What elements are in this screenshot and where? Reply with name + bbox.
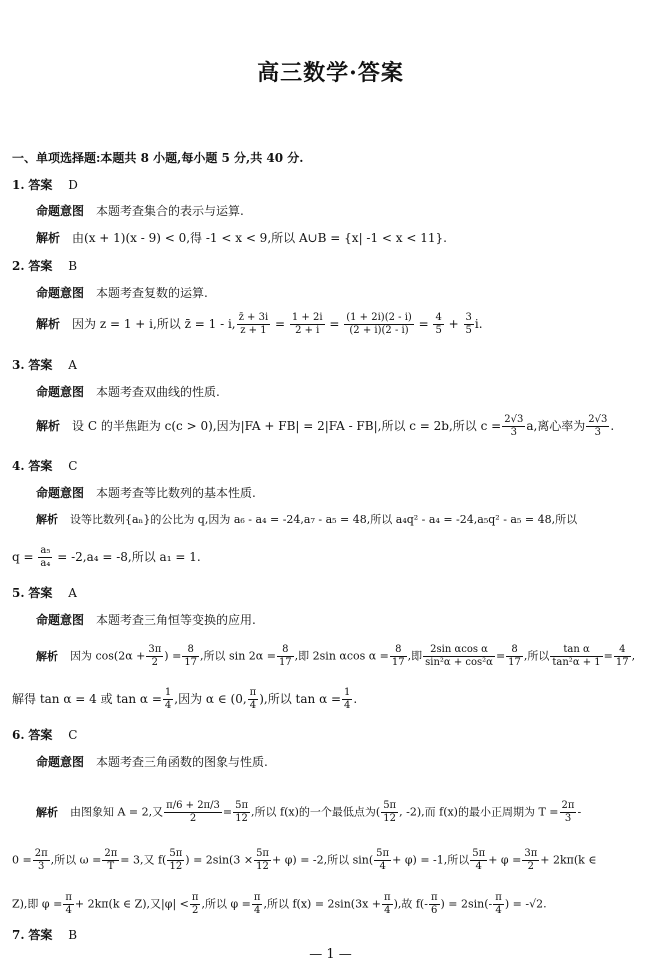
q2-answer-value: B [68,259,78,273]
q3-answer-line [12,357,77,373]
q3-answer-label: 答案 [28,358,53,372]
q7-answer-line [12,927,77,943]
fraction: $\frac{\pi}{4}$ [65,892,72,916]
q4-answer-label: 答案 [28,459,53,473]
q5-analysis-line: 解析 因为 cos(2α + $\frac{3\pi}{2}$ ) = $\frac{8}{17}$ ,所以 sin 2α = $\frac{8}{17}$ ,即 2sin αcos α = $\frac{8}{17}$ ,即 $\frac{\text{2sin αcos α}}{\text{sin²α + cos²α}}$ = $\frac{8}{17}$ ,所以 $\frac{\text{tan α}}{\text{tan²α + 1}}$ = $\frac{4}{17}$ , [36,644,636,668]
q6-intent-line [36,754,268,770]
fraction: $\frac{2\pi}{3}$ [561,800,575,824]
q4-analysis-text: 设等比数列{aₙ}的公比为 q,因为 a₆ - a₄ = -24,a₇ - a₅ = 48,所以 a₄q² - a₄ = -24,a₅q² - a₅ = 48,所以 [70,513,578,526]
q1-number: 1. [12,178,25,192]
page-number: — 1 — [309,947,352,962]
q1-answer-value: D [68,178,78,192]
q5-analysis-line-2: 解得 tan α = 4 或 tan α = $\frac{1}{4}$ ,因为 α ∈ (0, $\frac{\pi}{4}$ ),所以 tan α = $\frac{1}{4}$ . [12,687,358,711]
q5-number: 5. [12,586,25,600]
fraction: $\frac{5\pi}{4}$ [472,848,486,872]
q4-number: 4. [12,459,25,473]
q1-answer-line [12,177,78,193]
q5-answer-line [12,585,77,601]
q6-analysis-line: 解析 由图象知 A = 2,又 $\frac{\pi/6 + 2\pi/3}{2}$ = $\frac{5\pi}{12}$ ,所以 f(x)的一个最低点为( $\frac{5\pi}{12}$ , -2),而 f(x)的最小正周期为 T = $\frac{2\pi}{3}$ - [36,800,582,824]
fraction: $\frac{5\pi}{12}$ [256,848,269,872]
fraction: $\frac{2√3}{3}$ [588,414,608,438]
q5-intent-line [36,612,256,628]
q4-answer-value: C [68,459,78,473]
q6-analysis-label: 解析 [36,805,58,819]
q6-answer-line [12,727,77,743]
fraction: $\frac{1}{4}$ [344,687,351,711]
q2-intent-text: 本题考查复数的运算. [96,286,208,300]
q6-intent-label: 命题意图 [36,755,85,769]
q3-intent-text: 本题考查双曲线的性质. [96,385,220,399]
fraction: $\frac{z̄ + 3i}{z + 1}$ [238,312,269,336]
fraction: $\frac{\pi}{4}$ [249,687,257,711]
q4-intent-label: 命题意图 [36,486,85,500]
fraction: $\frac{\pi}{4}$ [495,892,502,916]
fraction: $\frac{\pi}{4}$ [383,892,391,916]
fraction: $\frac{5\pi}{4}$ [376,848,390,872]
q3-intent-label: 命题意图 [36,385,85,399]
q6-answer-label: 答案 [28,728,53,742]
q4-analysis-label: 解析 [36,513,58,526]
fraction: $\frac{\text{2sin αcos α}}{\text{sin²α + cos²α}}$ [425,644,493,668]
fraction: $\frac{5\pi}{12}$ [235,800,249,824]
q3-number: 3. [12,358,25,372]
q2-answer-line [12,258,77,274]
q6-analysis-line-3: Z),即 φ = $\frac{\pi}{4}$ + 2kπ(k ∈ Z),又|φ| < $\frac{\pi}{2}$ ,所以 φ = $\frac{\pi}{4}$ ,所以 f(x) = 2sin(3x + $\frac{\pi}{4}$ ),故 f(- $\frac{\pi}{6}$ ) = 2sin(- $\frac{\pi}{4}$ ) = -√2. [12,892,547,916]
q1-intent-line [36,203,244,219]
fraction: $\frac{3\pi}{2}$ [148,644,162,668]
q2-answer-label: 答案 [28,259,53,273]
q2-analysis-label: 解析 [36,317,61,331]
fraction: $\frac{\text{tan α}}{\text{tan²α + 1}}$ [552,644,601,668]
q7-answer-value: B [68,928,78,942]
q6-number: 6. [12,728,25,742]
q1-intent-text: 本题考查集合的表示与运算. [96,204,244,218]
fraction: $\frac{8}{17}$ [391,644,405,668]
fraction: $\frac{\text{a₅}}{\text{a₄}}$ [40,545,51,569]
q2-analysis-line: 解析 因为 z = 1 + i,所以 z̄ = 1 - i, $\frac{z̄ + 3i}{z + 1}$ = $\frac{1 + 2i}{2 + i}$ = $\frac{(1 + 2i)(2 - i)}{(2 + i)(2 - i)}$ = $\frac{4}{5}$ + $\frac{3}{5}$ i. [36,312,483,336]
q6-analysis-line-2: 0 = $\frac{2\pi}{3}$ ,所以 ω = $\frac{2\pi}{T}$ = 3,又 f( $\frac{5\pi}{12}$ ) = 2sin(3 × $\frac{5\pi}{12}$ + φ) = -2,所以 sin( $\frac{5\pi}{4}$ + φ) = -1,所以 $\frac{5\pi}{4}$ + φ = $\frac{3\pi}{2}$ + 2kπ(k ∈ [12,848,597,872]
q1-analysis-text: 由(x + 1)(x - 9) < 0,得 -1 < x < 9,所以 A∪B = {x| -1 < x < 11}. [72,231,447,245]
q3-answer-value: A [68,358,77,372]
q4-analysis-line-2: q = $\frac{\text{a₅}}{\text{a₄}}$ = -2,a₄ = -8,所以 a₁ = 1. [12,545,201,569]
q3-analysis-label: 解析 [36,419,61,433]
q5-intent-label: 命题意图 [36,613,85,627]
fraction: $\frac{4}{17}$ [615,644,629,668]
q2-analysis-text: 因为 z = 1 + i,所以 z̄ = 1 - i, [72,317,236,331]
q5-analysis-label: 解析 [36,649,58,663]
q5-intent-text: 本题考查三角恒等变换的应用. [96,613,256,627]
q1-analysis-line [36,230,447,246]
q7-answer-label: 答案 [28,928,53,942]
q6-intent-text: 本题考查三角函数的图象与性质. [96,755,268,769]
q4-analysis-line [36,512,577,528]
fraction: $\frac{5\pi}{12}$ [383,800,397,824]
fraction: $\frac{8}{17}$ [508,644,521,668]
q2-intent-label: 命题意图 [36,286,85,300]
fraction: $\frac{\pi}{6}$ [430,892,438,916]
fraction: $\frac{\pi}{4}$ [253,892,261,916]
q2-number: 2. [12,259,25,273]
fraction: $\frac{2√3}{3}$ [504,414,524,438]
q1-intent-label: 命题意图 [36,204,85,218]
q2-intent-line [36,285,208,301]
fraction: $\frac{1}{4}$ [164,687,172,711]
q6-answer-value: C [68,728,78,742]
fraction: $\frac{\pi}{2}$ [191,892,199,916]
fraction: $\frac{3}{5}$ [465,312,472,336]
q5-answer-label: 答案 [28,586,53,600]
fraction: $\frac{3\pi}{2}$ [524,848,538,872]
q4-answer-line [12,458,77,474]
fraction: $\frac{5\pi}{12}$ [169,848,183,872]
q1-analysis-label: 解析 [36,231,61,245]
fraction: $\frac{8}{17}$ [278,644,292,668]
q4-intent-line [36,485,256,501]
q4-intent-text: 本题考查等比数列的基本性质. [96,486,256,500]
q3-analysis-text: 设 C 的半焦距为 c(c > 0),因为|FA + FB| = 2|FA - FB|,所以 c = 2b,所以 c = [72,419,502,433]
fraction: $\frac{1 + 2i}{2 + i}$ [291,312,323,336]
fraction: $\frac{8}{17}$ [184,644,198,668]
fraction: $\frac{(1 + 2i)(2 - i)}{(2 + i)(2 - i)}$ [346,312,412,336]
q5-answer-value: A [68,586,77,600]
section-heading: 一、单项选择题:本题共 8 小题,每小题 5 分,共 40 分. [12,151,304,165]
q1-answer-label: 答案 [28,178,53,192]
fraction: $\frac{2\pi}{3}$ [34,848,48,872]
q3-analysis-line: 解析 设 C 的半焦距为 c(c > 0),因为|FA + FB| = 2|FA - FB|,所以 c = 2b,所以 c = $\frac{2√3}{3}$ a,离心率为 $\frac{2√3}{3}$ . [36,414,615,438]
page-title: 高三数学·答案 [257,60,404,86]
q7-number: 7. [12,928,25,942]
q3-intent-line [36,384,220,400]
fraction: $\frac{2\pi}{T}$ [104,848,118,872]
fraction: $\frac{\pi/6 + 2\pi/3}{2}$ [166,800,220,824]
fraction: $\frac{4}{5}$ [435,312,442,336]
